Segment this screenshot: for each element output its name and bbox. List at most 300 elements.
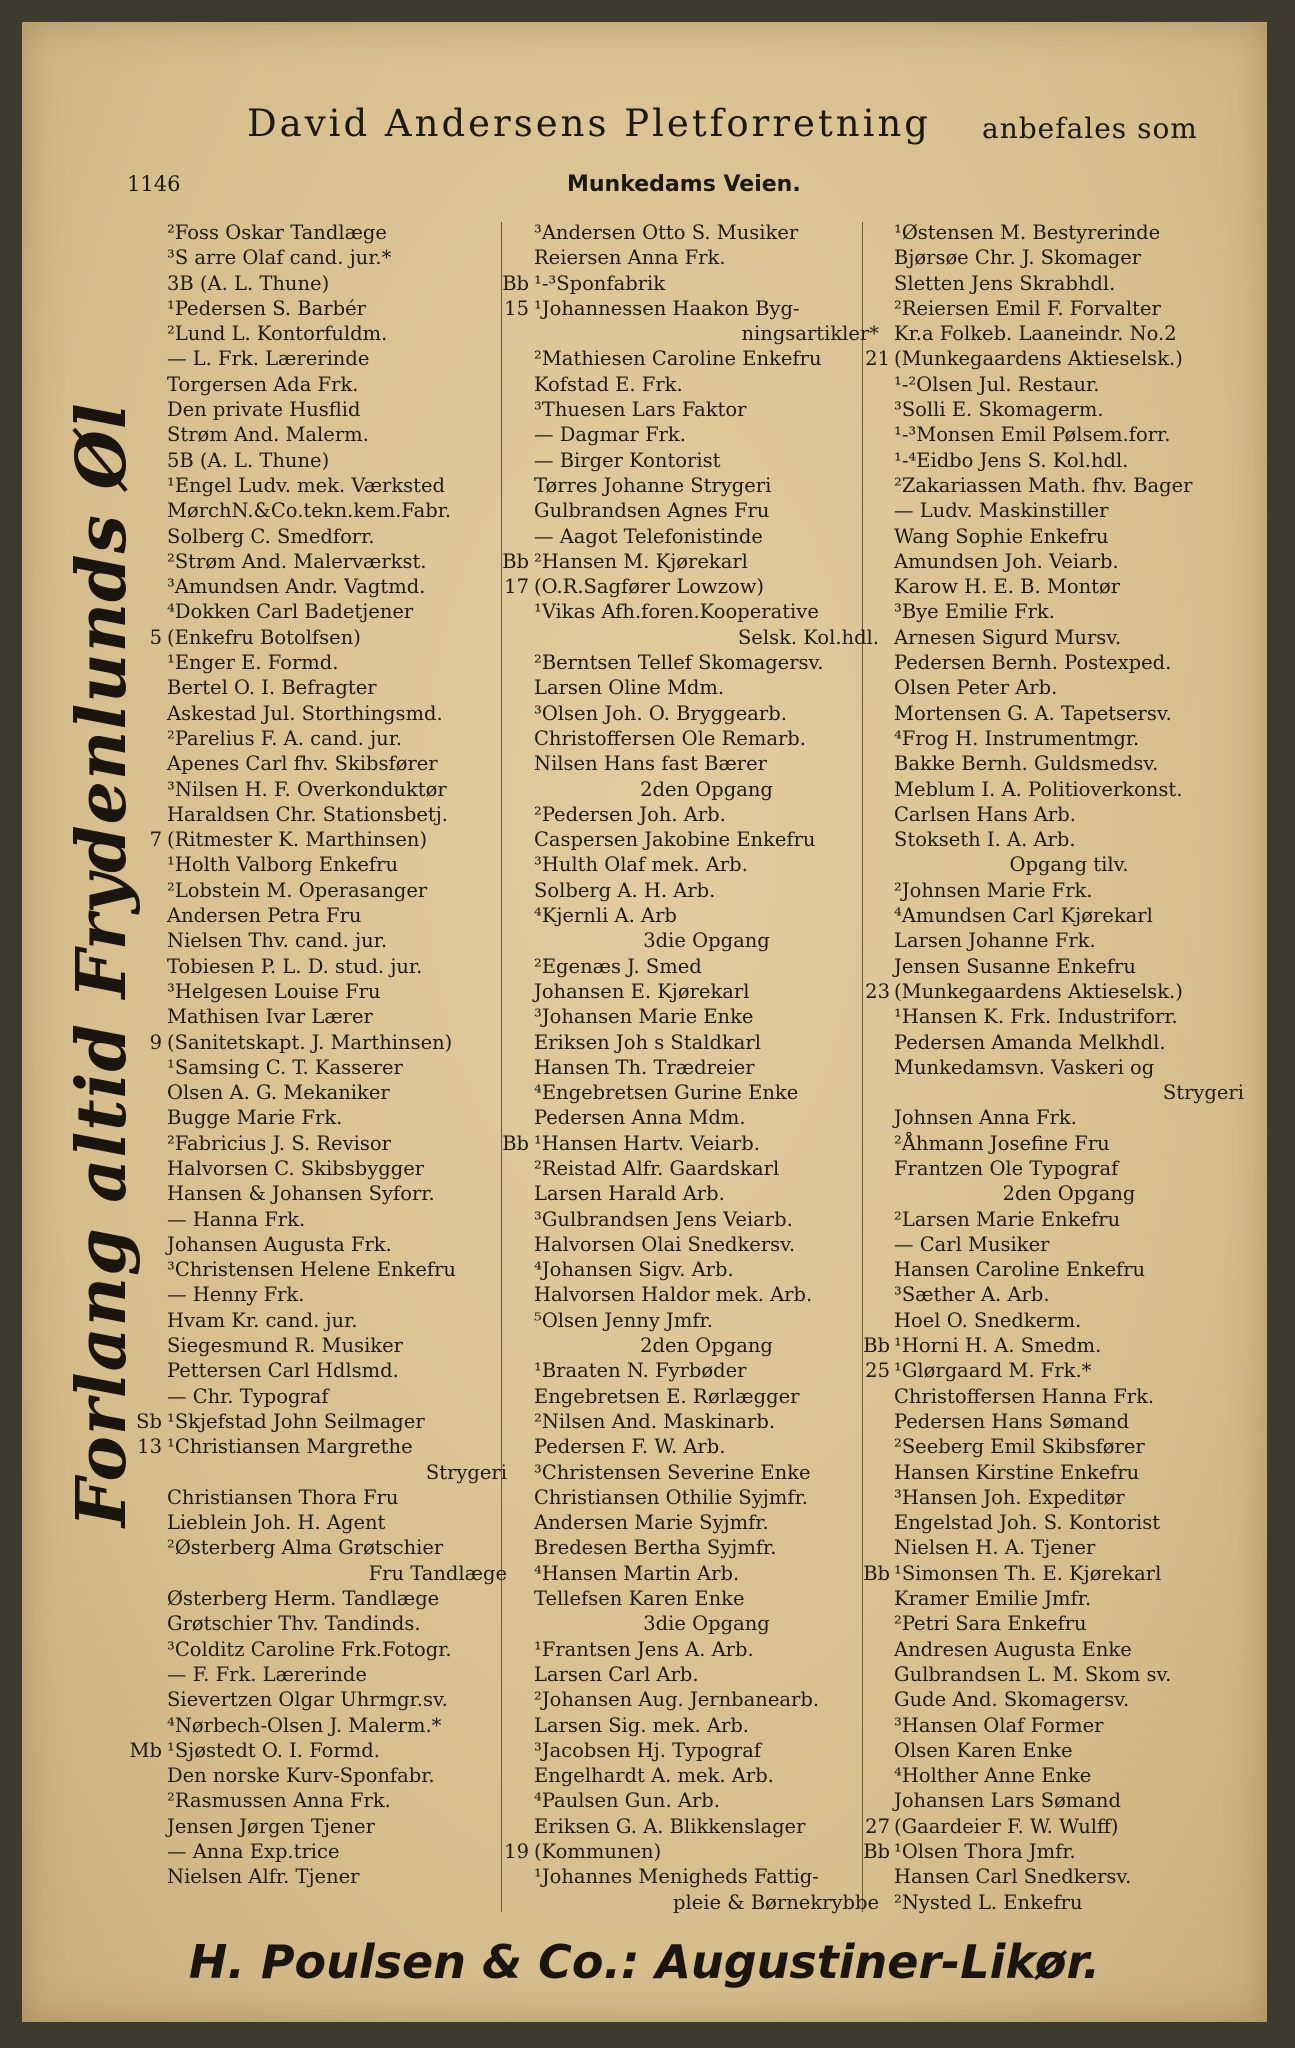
entry-text: ¹Vikas Afh.foren.Kooperative [534, 600, 819, 624]
entry-text: Bugge Marie Frk. [167, 1106, 343, 1130]
entry-text: ⁴Frog H. Instrumentmgr. [894, 726, 1140, 750]
directory-entry [894, 1308, 1244, 1333]
entry-text: Wang Sophie Enkefru [894, 524, 1109, 548]
entry-text: ¹Skjefstad John Seilmager [167, 1409, 425, 1433]
entry-text: ¹Hansen Hartv. Veiarb. [534, 1131, 760, 1155]
directory-entry [894, 1232, 1244, 1257]
directory-entry [167, 448, 507, 473]
directory-entry [534, 422, 879, 447]
entry-text: Reiersen Anna Frk. [534, 246, 726, 270]
entry-text: ²Strøm And. Malerværkst. [167, 549, 427, 573]
directory-entry [167, 852, 507, 877]
entry-text: ²Reiersen Emil F. Forvalter [894, 296, 1161, 320]
entry-text: ²Rasmussen Anna Frk. [167, 1789, 391, 1813]
directory-entry [167, 928, 507, 953]
entry-text: ¹-²Olsen Jul. Restaur. [894, 372, 1100, 396]
entry-text: Apenes Carl fhv. Skibsfører [167, 752, 438, 776]
entry-text: Tørres Johanne Strygeri [534, 473, 772, 497]
directory-entry [894, 574, 1244, 599]
entry-text: ³Andersen Otto S. Musiker [534, 221, 799, 244]
column-middle [502, 220, 879, 1915]
entry-text: Johansen Augusta Frk. [167, 1232, 392, 1256]
directory-entry [534, 979, 879, 1004]
directory-entry [894, 827, 1244, 852]
directory-entry [502, 549, 879, 574]
entry-text: Hansen Carl Snedkersv. [894, 1865, 1132, 1889]
column-left [129, 220, 507, 1890]
house-number: 9 [149, 1030, 162, 1054]
directory-entry [534, 1561, 879, 1586]
directory-entry [167, 1232, 507, 1257]
entry-text: ²Reistad Alfr. Gaardskarl [534, 1156, 780, 1180]
entry-text: Halvorsen C. Skibsbygger [167, 1156, 425, 1180]
entry-text: ²Johansen Aug. Jernbanearb. [534, 1688, 820, 1712]
directory-entry [167, 1257, 507, 1282]
directory-entry [894, 498, 1244, 523]
entry-text: Stokseth I. A. Arb. [894, 828, 1076, 852]
house-number: Bb [502, 271, 529, 295]
entry-text: Hoel O. Snedkerm. [894, 1308, 1082, 1332]
entry-text: Johansen Lars Sømand [894, 1789, 1121, 1813]
entry-text: ⁴Kjernli A. Arb [534, 904, 677, 928]
entry-text: ¹Samsing C. T. Kasserer [167, 1055, 403, 1079]
entry-text: Olsen A. G. Mekaniker [167, 1081, 390, 1105]
directory-entry [504, 574, 879, 599]
entry-text: Kramer Emilie Jmfr. [894, 1587, 1092, 1611]
entry-text: (Kommunen) [534, 1840, 662, 1863]
directory-entry [167, 1207, 507, 1232]
entry-text: Andersen Petra Fru [167, 904, 362, 928]
directory-entry [167, 1586, 507, 1611]
entry-text: ²Hansen M. Kjørekarl [534, 549, 748, 573]
entry-text: Torgersen Ada Frk. [167, 372, 359, 396]
directory-entry [894, 1131, 1244, 1156]
entry-text: Christiansen Thora Fru [167, 1485, 399, 1509]
entry-text: Pedersen Hans Sømand [894, 1409, 1130, 1433]
directory-entry [534, 954, 879, 979]
directory-entry [863, 1561, 1244, 1586]
entry-text: Larsen Carl Arb. [534, 1662, 699, 1686]
page-number: 1146 [127, 172, 181, 196]
directory-entry [534, 524, 879, 549]
entry-text: Askestad Jul. Storthingsmd. [167, 701, 443, 725]
entry-text: ⁴Hansen Martin Arb. [534, 1561, 740, 1585]
entry-text: ³Hansen Joh. Expeditør [894, 1485, 1125, 1509]
entry-text: Nilsen Hans fast Bærer [534, 752, 767, 776]
entry-text: Haraldsen Chr. Stationsbetj. [167, 802, 448, 826]
directory-entry [149, 625, 507, 650]
entry-text: Nielsen Alfr. Tjener [167, 1865, 360, 1889]
house-number: Sb [136, 1409, 162, 1433]
entry-text: ³Solli E. Skomagerm. [894, 398, 1104, 422]
directory-entry [167, 650, 507, 675]
entry-text: — Aagot Telefonistinde [534, 524, 763, 548]
entry-text: Østerberg Herm. Tandlæge [167, 1587, 440, 1611]
entry-text: ³Thuesen Lars Faktor [534, 398, 747, 422]
entry-text: (Munkegaardens Aktieselsk.) [894, 979, 1183, 1003]
entry-text: Eriksen Joh s Staldkarl [534, 1030, 761, 1054]
directory-entry [137, 1434, 507, 1459]
directory-entry [894, 1864, 1244, 1889]
entry-text: Andersen Marie Syjmfr. [534, 1511, 769, 1535]
directory-entry [167, 1788, 507, 1813]
side-advertisement: Forlang altid Frydenlunds Øl [62, 402, 142, 1527]
entry-text: ²Larsen Marie Enkefru [894, 1207, 1121, 1231]
entry-text: Strøm And. Malerm. [167, 423, 369, 447]
directory-entry [167, 1308, 507, 1333]
entry-text: MørchN.&Co.tekn.kem.Fabr. [167, 499, 452, 523]
entry-text: ³Amundsen Andr. Vagtmd. [167, 575, 426, 599]
entry-text: Tellefsen Karen Enke [534, 1587, 745, 1611]
entry-text: Larsen Sig. mek. Arb. [534, 1713, 750, 1737]
entry-text: Carlsen Hans Arb. [894, 802, 1076, 826]
entry-text: Bertel O. I. Befragter [167, 676, 377, 700]
entry-text: ¹Olsen Thora Jmfr. [894, 1840, 1076, 1863]
entry-text: Frantzen Ole Typograf [894, 1156, 1119, 1180]
directory-entry [534, 726, 879, 751]
entry-text: ²Zakariassen Math. fhv. Bager [894, 473, 1193, 497]
entry-text: 3die Opgang [643, 929, 770, 953]
entry-text: Pedersen Bernh. Postexped. [894, 651, 1172, 675]
directory-entry [534, 473, 879, 498]
entry-text: Mathisen Ivar Lærer [167, 1005, 373, 1029]
directory-entry [894, 878, 1244, 903]
entry-text: — Birger Kontorist [534, 448, 721, 472]
directory-entry [894, 321, 1244, 346]
entry-text: ¹Braaten N. Fyrbøder [534, 1359, 747, 1383]
directory-entry [167, 1181, 507, 1206]
directory-entry [894, 1738, 1244, 1763]
directory-entry [894, 1282, 1244, 1307]
directory-entry [534, 245, 879, 270]
entry-text: ¹-³Monsen Emil Pølsem.forr. [894, 423, 1171, 447]
directory-entry [894, 1030, 1244, 1055]
directory-entry [167, 1004, 507, 1029]
directory-entry [894, 1055, 1244, 1080]
entry-text: ²Seeberg Emil Skibsfører [894, 1435, 1145, 1459]
directory-entry [894, 397, 1244, 422]
entry-text: Kr.a Folkeb. Laaneindr. No.2 [894, 322, 1177, 346]
directory-entry [167, 1080, 507, 1105]
entry-text: ³Gulbrandsen Jens Veiarb. [534, 1207, 793, 1231]
entry-text: (Ritmester K. Marthinsen) [167, 828, 428, 852]
entry-text: ³Hansen Olaf Former [894, 1713, 1104, 1737]
directory-entry [894, 802, 1244, 827]
directory-entry [534, 1308, 879, 1333]
directory-entry [534, 346, 879, 371]
entry-text: ²Johnsen Marie Frk. [894, 878, 1093, 902]
directory-entry [534, 1434, 879, 1459]
entry-text: Bredesen Bertha Syjmfr. [534, 1536, 777, 1560]
entry-text: Jensen Jørgen Tjener [167, 1814, 375, 1838]
entry-text: ³Colditz Caroline Frk.Fotogr. [167, 1637, 452, 1661]
directory-entry [534, 1409, 879, 1434]
entry-text: Grøtschier Thv. Tandinds. [167, 1612, 421, 1636]
entry-text: ²Nilsen And. Maskinarb. [534, 1409, 776, 1433]
entry-text: Solberg C. Smedforr. [167, 524, 375, 548]
entry-text: Opgang tilv. [1009, 853, 1129, 877]
directory-entry [534, 701, 879, 726]
entry-text: ³Jacobsen Hj. Typograf [534, 1738, 762, 1762]
directory-entry [167, 321, 507, 346]
directory-entry [534, 397, 879, 422]
entry-text: — F. Frk. Lærerinde [167, 1662, 367, 1686]
house-number: Bb [863, 1561, 890, 1585]
entry-text: ⁴Amundsen Carl Kjørekarl [894, 904, 1153, 928]
entry-text: Pedersen Amanda Melkhdl. [894, 1030, 1166, 1054]
directory-entry [167, 220, 507, 245]
entry-text: Mortensen G. A. Tapetsersv. [894, 701, 1172, 725]
entry-text: Hvam Kr. cand. jur. [167, 1308, 358, 1332]
entry-text: Lieblein Joh. H. Agent [167, 1511, 386, 1535]
entry-text: Karow H. E. B. Montør [894, 575, 1121, 599]
directory-entry [167, 422, 507, 447]
entry-text: ³Johansen Marie Enke [534, 1005, 754, 1029]
directory-entry [167, 1864, 507, 1889]
entry-text: ¹Enger E. Formd. [167, 651, 339, 675]
directory-entry [534, 1510, 879, 1535]
directory-entry [894, 1713, 1244, 1738]
footer-advertisement: H. Poulsen & Co.: Augustiner-Likør. [188, 1935, 1101, 1989]
entry-text: ⁴Paulsen Gun. Arb. [534, 1789, 720, 1813]
directory-entry [894, 1004, 1244, 1029]
directory-entry [167, 549, 507, 574]
entry-text: ²Åhmann Josefine Fru [894, 1131, 1110, 1155]
entry-text: ³Hulth Olaf mek. Arb. [534, 853, 748, 877]
entry-text: Gulbrandsen Agnes Fru [534, 499, 770, 523]
entry-text: Jensen Susanne Enkefru [894, 954, 1136, 978]
directory-entry [894, 1485, 1244, 1510]
entry-text: 2den Opgang [640, 1334, 773, 1358]
entry-text: ³Helgesen Louise Fru [167, 979, 381, 1003]
directory-entry [167, 751, 507, 776]
entry-text: (Sanitetskapt. J. Marthinsen) [167, 1030, 453, 1054]
house-number: 13 [137, 1435, 162, 1459]
house-number: 23 [865, 979, 890, 1003]
directory-entry [167, 802, 507, 827]
column-right [863, 220, 1244, 1915]
directory-entry [167, 397, 507, 422]
directory-entry [136, 1409, 507, 1434]
directory-entry [534, 599, 879, 624]
entry-text: ¹Glørgaard M. Frk.* [894, 1359, 1092, 1383]
entry-text: Larsen Johanne Frk. [894, 929, 1096, 953]
directory-entry [167, 1561, 507, 1586]
directory-entry [167, 979, 507, 1004]
entry-text: 3B (A. L. Thune) [167, 271, 330, 295]
entry-text: ²Fabricius J. S. Revisor [167, 1131, 391, 1155]
directory-entry [894, 245, 1244, 270]
directory-entry [894, 1460, 1244, 1485]
entry-text: Pedersen F. W. Arb. [534, 1435, 726, 1459]
entry-text: Den private Husflid [167, 398, 361, 422]
entry-text: ³Olsen Joh. O. Bryggearb. [534, 701, 787, 725]
header-ad-title: David Andersens Pletforretning [247, 102, 931, 145]
directory-entry [534, 1586, 879, 1611]
house-number: Bb [863, 1334, 890, 1358]
directory-entry [534, 928, 879, 953]
directory-entry [534, 903, 879, 928]
entry-text: (Munkegaardens Aktieselsk.) [894, 347, 1183, 371]
directory-entry [894, 675, 1244, 700]
entry-text: Munkedamsvn. Vaskeri og [894, 1055, 1155, 1079]
entry-text: Sievertzen Olgar Uhrmgr.sv. [167, 1688, 448, 1712]
entry-text: (O.R.Sagfører Lowzow) [534, 575, 765, 599]
directory-entry [534, 448, 879, 473]
directory-entry [894, 852, 1244, 877]
entry-text: ¹-³Sponfabrik [534, 271, 666, 295]
house-number: Bb [502, 549, 529, 573]
directory-entry [894, 928, 1244, 953]
directory-entry [167, 777, 507, 802]
directory-entry [167, 878, 507, 903]
entry-text: Hansen Kirstine Enkefru [894, 1460, 1140, 1484]
directory-entry [149, 1030, 507, 1055]
directory-entry [894, 473, 1244, 498]
entry-text: ²Petri Sara Enkefru [894, 1612, 1087, 1636]
directory-entry [534, 1105, 879, 1130]
directory-entry [894, 1105, 1244, 1130]
entry-text: Engelstad Joh. S. Kontorist [894, 1511, 1161, 1535]
entry-text: Bakke Bernh. Guldsmedsv. [894, 752, 1159, 776]
directory-entry [167, 271, 507, 296]
entry-text: ¹Johannessen Haakon Byg- [534, 296, 800, 320]
directory-entry [534, 1181, 879, 1206]
directory-entry [894, 954, 1244, 979]
entry-text: ningsartikler* [741, 322, 879, 346]
entry-text: ¹Pedersen S. Barbér [167, 296, 366, 320]
entry-text: ¹Frantsen Jens A. Arb. [534, 1637, 754, 1661]
entry-text: ³Christensen Severine Enke [534, 1460, 811, 1484]
entry-text: Amundsen Joh. Veiarb. [894, 549, 1119, 573]
entry-text: — Henny Frk. [167, 1283, 305, 1307]
directory-entry [167, 701, 507, 726]
entry-text: Christoffersen Ole Remarb. [534, 726, 806, 750]
entry-text: ¹Johannes Menigheds Fattig- [534, 1865, 819, 1889]
directory-entry [502, 271, 879, 296]
directory-entry [167, 524, 507, 549]
entry-text: Gulbrandsen L. M. Skom sv. [894, 1662, 1172, 1686]
directory-entry [534, 1763, 879, 1788]
entry-text: Hansen Th. Trædreier [534, 1055, 755, 1079]
entry-text: Andresen Augusta Enke [894, 1637, 1132, 1661]
entry-text: Arnesen Sigurd Mursv. [894, 625, 1122, 649]
entry-text: Meblum I. A. Politioverkonst. [894, 777, 1183, 801]
entry-text: — Anna Exp.trice [167, 1840, 340, 1863]
entry-text: Olsen Karen Enke [894, 1738, 1073, 1762]
directory-entry [167, 1485, 507, 1510]
directory-entry [865, 979, 1244, 1004]
entry-text: Christoffersen Hanna Frk. [894, 1384, 1155, 1408]
directory-entry [534, 1637, 879, 1662]
entry-text: ²Østerberg Alma Grøtschier [167, 1536, 444, 1560]
entry-text: Halvorsen Olai Snedkersv. [534, 1232, 796, 1256]
directory-entry [534, 1055, 879, 1080]
directory-entry [894, 903, 1244, 928]
entry-text: Selsk. Kol.hdl. [737, 625, 879, 649]
directory-entry [534, 1485, 879, 1510]
directory-entry [534, 1080, 879, 1105]
directory-entry [894, 296, 1244, 321]
entry-text: ³Sæther A. Arb. [894, 1283, 1050, 1307]
entry-text: Sletten Jens Skrabhdl. [894, 271, 1116, 295]
directory-entry [167, 1510, 507, 1535]
directory-entry [894, 271, 1244, 296]
directory-entry [894, 549, 1244, 574]
entry-text: Solberg A. H. Arb. [534, 878, 716, 902]
directory-entry [167, 574, 507, 599]
directory-entry [167, 1384, 507, 1409]
entry-text: ⁴Nørbech-Olsen J. Malerm.* [167, 1713, 442, 1737]
directory-entry [894, 1586, 1244, 1611]
entry-text: Johansen E. Kjørekarl [534, 979, 750, 1003]
directory-entry [894, 1384, 1244, 1409]
entry-text: Kofstad E. Frk. [534, 372, 683, 396]
entry-text: Christiansen Othilie Syjmfr. [534, 1485, 808, 1509]
entry-text: ²Lund L. Kontorfuldm. [167, 322, 388, 346]
entry-text: ¹Sjøstedt O. I. Formd. [167, 1738, 380, 1762]
directory-entry [894, 372, 1244, 397]
house-number: 19 [504, 1840, 529, 1863]
directory-entry [534, 372, 879, 397]
directory-entry [504, 1839, 879, 1864]
entry-text: Tobiesen P. L. D. stud. jur. [167, 954, 423, 978]
entry-text: ³Nilsen H. F. Overkonduktør [167, 777, 447, 801]
directory-entry [534, 321, 879, 346]
directory-entry [534, 1004, 879, 1029]
header-ad-tagline: anbefales som [982, 112, 1198, 145]
house-number: 15 [504, 296, 529, 320]
entry-text: ⁵Olsen Jenny Jmfr. [534, 1308, 713, 1332]
directory-entry [534, 1333, 879, 1358]
directory-entry [167, 498, 507, 523]
house-number: 17 [504, 575, 529, 599]
directory-entry [167, 1611, 507, 1636]
house-number: 21 [865, 347, 890, 371]
directory-entry [894, 1434, 1244, 1459]
directory-entry [534, 852, 879, 877]
entry-text: Fru Tandlæge [368, 1561, 507, 1585]
directory-entry [167, 1131, 507, 1156]
entry-text: — Chr. Typograf [167, 1384, 329, 1408]
directory-entry [534, 1358, 879, 1383]
entry-text: ¹-⁴Eidbo Jens S. Kol.hdl. [894, 448, 1129, 472]
directory-entry [894, 1788, 1244, 1813]
directory-entry [167, 726, 507, 751]
directory-entry [894, 1890, 1244, 1915]
entry-text: ¹Engel Ludv. mek. Værksted [167, 473, 446, 497]
directory-entry [894, 1080, 1244, 1105]
entry-text: Engelhardt A. mek. Arb. [534, 1764, 774, 1788]
entry-text: ¹Holth Valborg Enkefru [167, 853, 399, 877]
directory-entry [894, 1156, 1244, 1181]
directory-entry [894, 1257, 1244, 1282]
house-number: Bb [863, 1840, 890, 1863]
directory-entry [534, 1662, 879, 1687]
entry-text: — Ludv. Maskinstiller [894, 499, 1109, 523]
directory-entry [504, 296, 879, 321]
directory-entry [167, 1358, 507, 1383]
house-number: Bb [502, 1131, 529, 1155]
entry-text: ³Bye Emilie Frk. [894, 600, 1055, 624]
entry-text: ²Lobstein M. Operasanger [167, 878, 428, 902]
directory-entry [167, 599, 507, 624]
entry-text: 2den Opgang [1002, 1182, 1136, 1206]
directory-entry [894, 1535, 1244, 1560]
directory-entry [534, 1030, 879, 1055]
directory-entry [865, 1358, 1244, 1383]
directory-entry [167, 473, 507, 498]
